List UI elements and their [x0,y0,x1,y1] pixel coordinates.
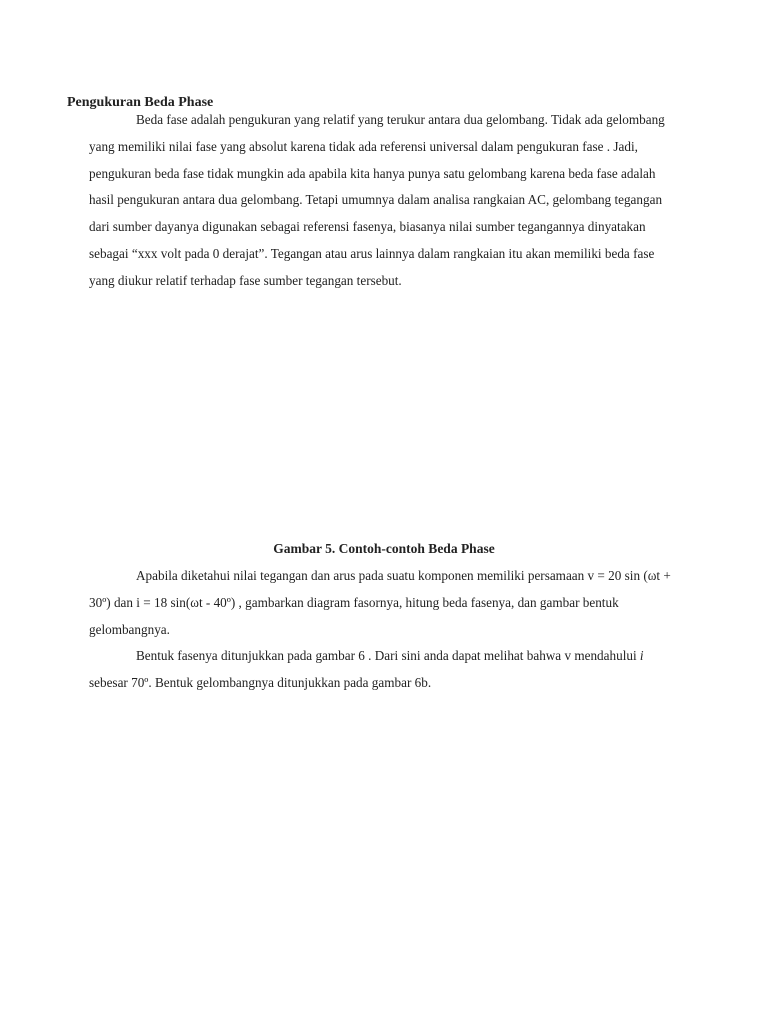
section-heading: Pengukuran Beda Phase [67,95,214,110]
paragraph-phase-difference: Beda fase adalah pengukuran yang relatif yang terukur antara dua gelombang. Tidak ada gelombang yang memiliki nilai fase yang absolut karena tidak ada referensi universal dalam pengukuran fase . Jadi, pengukuran beda fase tidak mungkin ada apabila kita hanya punya satu gelombang karena beda fase adalah hasil pengukuran antara dua gelombang. Tetapi umumnya dalam analisa rangkaian AC, gelombang tegangan dari sumber dayanya digunakan sebagai referensi fasenya, biasanya nilai sumber tegangannya dinyatakan sebagai “xxx volt pada 0 derajat”. Tegangan atau arus lainnya dalam rangkaian itu akan memiliki beda fase yang diukur relatif terhadap fase sumber tegangan tersebut. [89,112,665,288]
figure-caption: Gambar 5. Contoh-contoh Beda Phase [273,541,495,556]
answer-text-part-1: Bentuk fasenya ditunjukkan pada gambar 6 . Dari sini anda dapat melihat bahwa v mendahului [136,648,640,663]
answer-italic-variable: i [639,648,644,663]
answer-text-part-2: sebesar 70º. Bentuk gelombangnya ditunjukkan pada gambar 6b. [89,674,432,690]
paragraph-example-problem: Apabila diketahui nilai tegangan dan arus pada suatu komponen memiliki persamaan v = 20 sin (ωt + 30º) dan i = 18 sin(ωt - 40º) , gambarkan diagram fasornya, hitung beda fasenya, dan gambar bentuk gelombangnya. [89,568,671,637]
paragraph-example-answer [89,643,679,697]
